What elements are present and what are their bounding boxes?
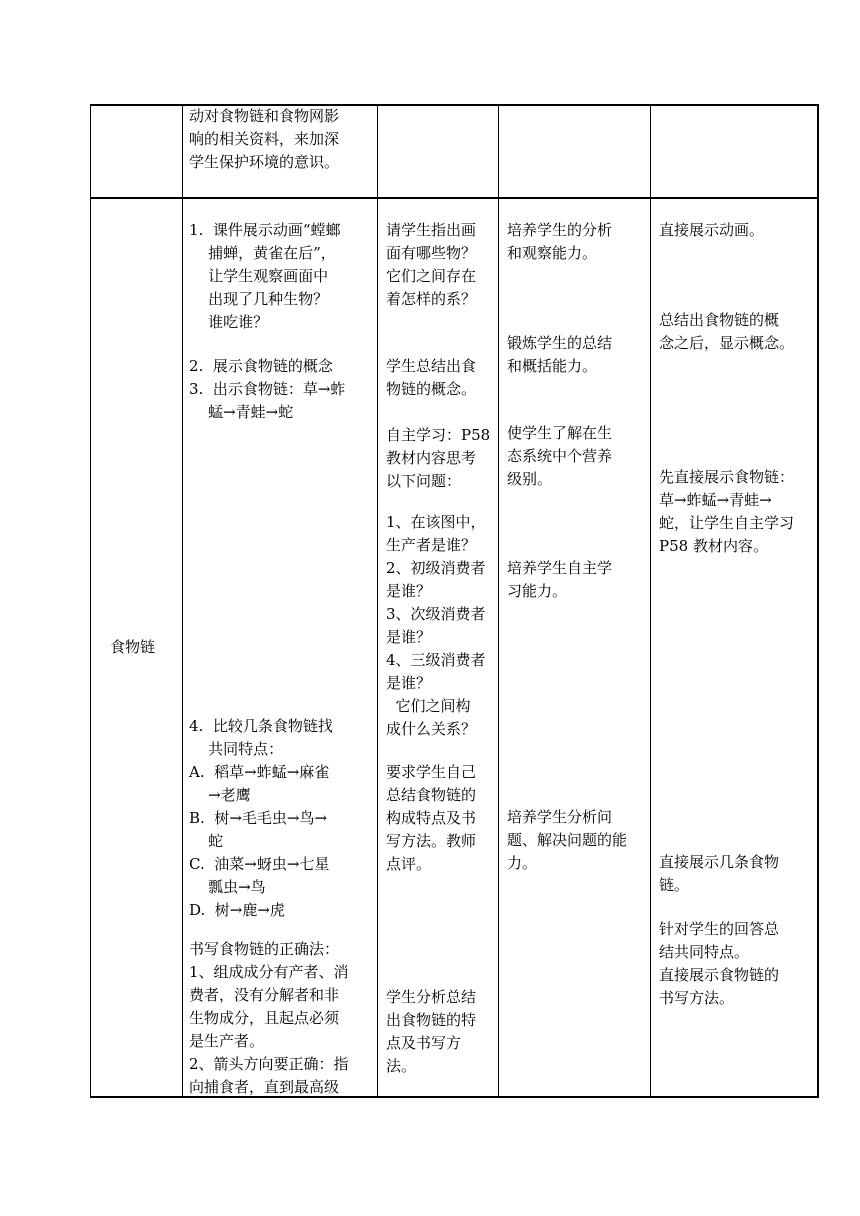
text-line: 物链的概念。 (386, 380, 477, 398)
text-line: 结共同特点。 (659, 943, 750, 961)
text-line: 3、次级消费者 (386, 605, 486, 623)
col3-self-study (386, 424, 490, 493)
text-line: 共同特点： (189, 740, 284, 758)
text-line: 点评。 (386, 855, 432, 873)
text-line: 和观察能力。 (507, 244, 598, 262)
text-line: 学生保护环境的意识。 (189, 153, 340, 171)
row1-col2-text (189, 105, 339, 174)
text-line: 它们之间存在 (386, 267, 477, 285)
text-line: P58 教材内容。 (659, 537, 768, 555)
col2-step4-list (189, 715, 333, 922)
text-line: 书写方法。 (659, 989, 735, 1007)
text-line: 培养学生自主学 (507, 559, 613, 577)
text-line: 2、箭头方向要正确：指 (189, 1055, 349, 1073)
col3-analysis (386, 986, 476, 1078)
col3-requirement (386, 761, 476, 876)
text-line: C. 油菜→蚜虫→七星 (189, 855, 330, 873)
text-line: 直接展示食物链的 (659, 966, 780, 984)
text-line: 蜢→青蛙→蛇 (189, 403, 294, 421)
col4-goal1 (507, 219, 612, 265)
text-line: 要求学生自己 (386, 763, 477, 781)
text-line: 4. 比较几条食物链找 (189, 717, 333, 735)
text-line: 锻炼学生的总结 (507, 334, 613, 352)
text-line: 瓢虫→鸟 (189, 878, 266, 896)
text-line: 构成特点及书 (386, 809, 477, 827)
text-line: 习能力。 (507, 582, 568, 600)
col3-question (386, 219, 476, 311)
text-line: 是谁？ (386, 628, 432, 646)
col3-questions-list (386, 511, 486, 741)
text-line: D. 树→鹿→虎 (189, 901, 285, 919)
col5-method2 (659, 309, 794, 355)
text-line: 学生总结出食 (386, 357, 477, 375)
col5-method1 (659, 219, 764, 242)
text-line: 总结食物链的 (386, 786, 477, 804)
text-line: 培养学生分析问 (507, 808, 613, 826)
text-line: 是谁？ (386, 674, 432, 692)
text-line: 自主学习：P58 (386, 426, 491, 444)
text-line: 培养学生的分析 (507, 221, 613, 239)
text-line: 让学生观察画面中 (189, 267, 329, 285)
text-line: 面有哪些物？ (386, 244, 477, 262)
text-line: 蛇 (189, 832, 224, 850)
text-line: 向捕食者，直到最高级 (189, 1078, 340, 1096)
col2-step1 (189, 219, 341, 334)
col3-summary (386, 355, 476, 401)
text-line: 先直接展示食物链： (659, 468, 795, 486)
text-line: 成什么关系？ (386, 720, 477, 738)
text-line: 学生分析总结 (386, 988, 477, 1006)
col5-method5 (659, 918, 779, 1010)
column-divider (498, 106, 499, 1096)
col5-method3 (659, 466, 794, 558)
text-line: B. 树→毛毛虫→鸟→ (189, 809, 328, 827)
text-line: 力。 (507, 854, 538, 872)
col5-method4 (659, 851, 779, 897)
text-line: 响的相关资料，来加深 (189, 130, 340, 148)
text-line: 请学生指出画 (386, 221, 477, 239)
text-line: 生物成分，且起点必须 (189, 1009, 340, 1027)
text-line: 着怎样的系？ (386, 290, 477, 308)
text-line: 4、三级消费者 (386, 651, 486, 669)
text-line: 题、解决问题的能 (507, 831, 628, 849)
text-line: 是生产者。 (189, 1032, 265, 1050)
col2-writing-rules (189, 938, 349, 1099)
col4-goal3 (507, 422, 612, 491)
text-line: 谁吃谁？ (189, 313, 269, 331)
text-line: 1、组成成分有产者、消 (189, 963, 349, 981)
text-line: 总结出食物链的概 (659, 311, 780, 329)
text-line: 链。 (659, 876, 690, 894)
column-divider (182, 106, 183, 1096)
text-line: 出现了几种生物？ (189, 290, 329, 308)
text-line: 2、初级消费者 (386, 559, 486, 577)
col4-goal5 (507, 806, 627, 875)
column-divider (377, 106, 378, 1096)
text-line: 1. 课件展示动画“螳螂 (189, 221, 341, 239)
section-title: 食物链 (110, 638, 156, 656)
text-line: 直接展示动画。 (659, 221, 765, 239)
col4-goal4 (507, 557, 612, 603)
text-line: 2. 展示食物链的概念 (189, 357, 333, 375)
text-line: 点及书写方 (386, 1034, 462, 1052)
text-line: 写方法。教师 (386, 832, 477, 850)
text-line: 使学生了解在生 (507, 424, 613, 442)
text-line: 以下问题： (386, 472, 462, 490)
text-line: 教材内容思考 (386, 449, 477, 467)
text-line: 级别。 (507, 470, 553, 488)
text-line: 直接展示几条食物 (659, 853, 780, 871)
text-line: 1、在该图中， (386, 513, 486, 531)
text-line: 念之后，显示概念。 (659, 334, 795, 352)
text-line: 出食物链的特 (386, 1011, 477, 1029)
text-line: 书写食物链的正确法： (189, 940, 340, 958)
column-divider (650, 106, 651, 1096)
text-line: 针对学生的回答总 (659, 920, 780, 938)
text-line: A. 稻草→蚱蜢→麻雀 (189, 763, 330, 781)
text-line: 生产者是谁？ (386, 536, 477, 554)
text-line: →老鹰 (189, 786, 251, 804)
text-line: 态系统中个营养 (507, 447, 613, 465)
text-line: 和概括能力。 (507, 357, 598, 375)
text-line: 蛇，让学生自主学习 (659, 514, 795, 532)
col2-step2-3 (189, 355, 345, 424)
text-line: 草→蚱蜢→青蛙→ (659, 491, 772, 509)
text-line: 费者，没有分解者和非 (189, 986, 340, 1004)
text-line: 是谁？ (386, 582, 432, 600)
text-line: 捕蝉，黄雀在后”， (189, 244, 336, 262)
text-line: 它们之间构 (386, 697, 471, 715)
text-line: 动对食物链和食物网影 (189, 107, 340, 125)
text-line: 法。 (386, 1057, 417, 1075)
row-divider (91, 197, 817, 199)
text-line: 3. 出示食物链：草→蚱 (189, 380, 346, 398)
col4-goal2 (507, 332, 612, 378)
